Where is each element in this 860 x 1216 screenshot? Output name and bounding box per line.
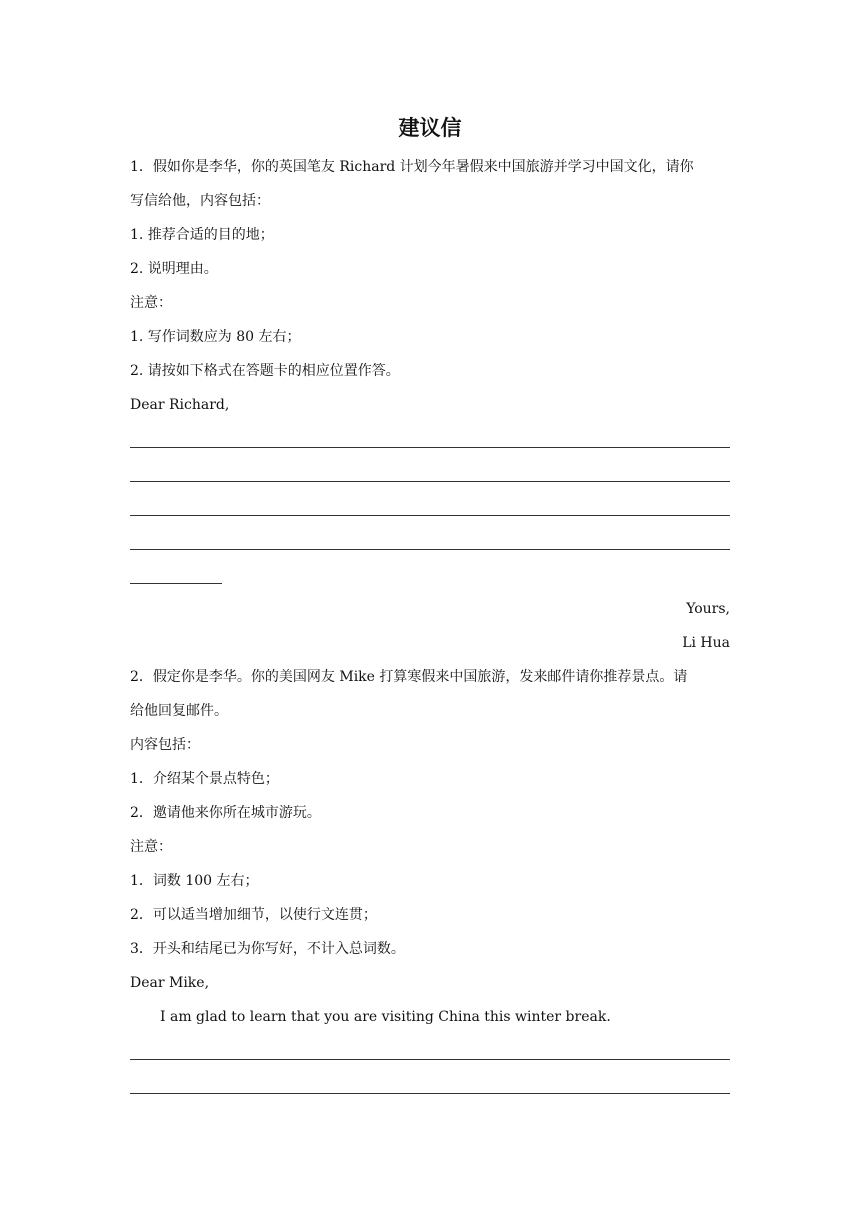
- task2-point2: 2．邀请他来你所在城市游玩。: [130, 805, 321, 821]
- answer-line[interactable]: [130, 422, 730, 456]
- task1-note1: 1. 写作词数应为 80 左右；: [130, 329, 301, 345]
- answer-line-short[interactable]: [130, 558, 730, 592]
- task2-note1: 1．词数 100 左右；: [130, 873, 259, 889]
- task1-point1: 1. 推荐合适的目的地；: [130, 227, 274, 243]
- answer-line[interactable]: [130, 1068, 730, 1102]
- task1-prompt-line2: 写信给他，内容包括：: [130, 193, 270, 209]
- answer-line[interactable]: [130, 490, 730, 524]
- task1-note-label: 注意：: [130, 295, 172, 311]
- task2-prompt-line2: 给他回复邮件。: [130, 703, 228, 719]
- task1-prompt-line1: 1．假如你是李华，你的英国笔友 Richard 计划今年暑假来中国旅游并学习中国文化，请你: [130, 159, 694, 175]
- page-title: 建议信: [398, 116, 462, 140]
- task1-note2: 2. 请按如下格式在答题卡的相应位置作答。: [130, 363, 400, 379]
- task2-prompt-line1: 2．假定你是李华。你的美国网友 Mike 打算寒假来中国旅游，发来邮件请你推荐景点。请: [130, 669, 688, 685]
- answer-line[interactable]: [130, 456, 730, 490]
- task1-signature: Li Hua: [682, 635, 730, 651]
- task2-opening-sentence: I am glad to learn that you are visiting China this winter break.: [160, 1009, 611, 1025]
- task2-point1: 1．介绍某个景点特色；: [130, 771, 279, 787]
- task2-note-label: 注意：: [130, 839, 172, 855]
- answer-line[interactable]: [130, 524, 730, 558]
- task1-closing: Yours,: [686, 601, 730, 617]
- task1-point2: 2. 说明理由。: [130, 261, 218, 277]
- document-page: [130, 112, 730, 1102]
- task2-content-label: 内容包括：: [130, 737, 200, 753]
- answer-line[interactable]: [130, 1034, 730, 1068]
- task2-note3: 3．开头和结尾已为你写好，不计入总词数。: [130, 941, 405, 957]
- task2-note2: 2．可以适当增加细节，以使行文连贯；: [130, 907, 377, 923]
- task2-salutation: Dear Mike,: [130, 975, 210, 991]
- task1-salutation: Dear Richard,: [130, 397, 230, 413]
